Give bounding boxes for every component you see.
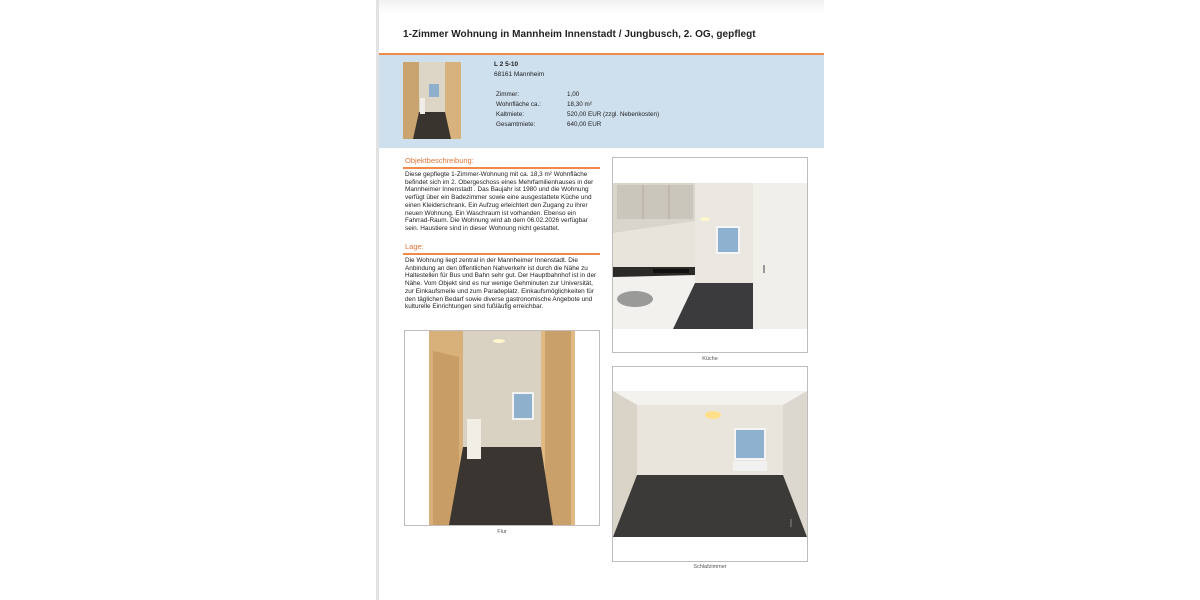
location-text: Die Wohnung liegt zentral in der Mannheimer Innenstadt. Die Anbindung an den öffentlichen Nahverkehr ist durch die Nähe zu Haltestellen für Bus und Bahn sehr gut. Der Hauptbahnhof ist in der Nähe. Vom Objekt sind es nur wenige Gehminuten zur Universität, zur Einkaufsmeile und zum Paradeplatz. Einkaufsmöglichkeiten für den täglichen Bedarf sowie diverse gastronomische Angebote und kulturelle Einrichtungen sind fußläufig erreichbar. xyxy=(405,257,597,311)
fact-label: Zimmer: xyxy=(496,91,520,98)
description-text: Diese gepflegte 1-Zimmer-Wohnung mit ca. 18,3 m² Wohnfläche befindet sich im 2. Obergeschoss eines Mehrfamilienhauses in der Mannheimer Innenstadt . Das Baujahr ist 1980 und die Wohnung verfügt über ein Badezimmer sowie eine ausgestattete Küche und einen Kleiderschrank. Ein Aufzug erleichtert den Zugang zu ihrer neuen Wohnung. Ein Waschraum ist vorhanden. Ebenso ein Fahrrad-Raum. Die Wohnung wird ab dem 06.02.2026 verfügbar sein. Haustiere sind in dieser Wohnung nicht gestattet. xyxy=(405,171,594,232)
listing-thumbnail-photo[interactable] xyxy=(403,62,461,139)
fact-value: 520,00 EUR (zzgl. Nebenkosten) xyxy=(567,111,660,118)
fact-label: Wohnfläche ca.: xyxy=(496,101,542,108)
page-top-shade xyxy=(379,0,824,14)
fact-label: Kaltmiete: xyxy=(496,111,524,118)
address-city: 68161 Mannheim xyxy=(494,71,545,78)
kitchen-photo-icon xyxy=(613,183,807,329)
hallway-photo-icon xyxy=(429,331,575,525)
hallway-thumbnail-icon xyxy=(403,62,461,139)
section-divider xyxy=(403,253,600,255)
fact-value: 640,00 EUR xyxy=(567,121,602,128)
listing-title: 1-Zimmer Wohnung in Mannheim Innenstadt / Jungbusch, 2. OG, gepflegt xyxy=(403,29,756,40)
fact-label: Gesamtmiete: xyxy=(496,121,536,128)
photo-caption-hallway: Flur xyxy=(497,529,507,535)
bedroom-photo-icon xyxy=(613,391,807,537)
photo-caption-bedroom: Schlafzimmer xyxy=(693,564,727,570)
photo-frame-bedroom[interactable] xyxy=(612,366,808,562)
section-divider xyxy=(403,167,600,169)
photo-caption-kitchen: Küche xyxy=(702,356,718,362)
address-street: L 2 5-10 xyxy=(494,61,519,68)
fact-value: 1,00 xyxy=(567,91,580,98)
section-heading-lage: Lage: xyxy=(405,242,424,251)
photo-frame-kitchen[interactable] xyxy=(612,157,808,353)
left-margin xyxy=(0,0,376,600)
fact-value: 18,30 m² xyxy=(567,101,592,108)
section-heading-objektbeschreibung: Objektbeschreibung: xyxy=(405,156,474,165)
photo-frame-hallway[interactable] xyxy=(404,330,600,526)
